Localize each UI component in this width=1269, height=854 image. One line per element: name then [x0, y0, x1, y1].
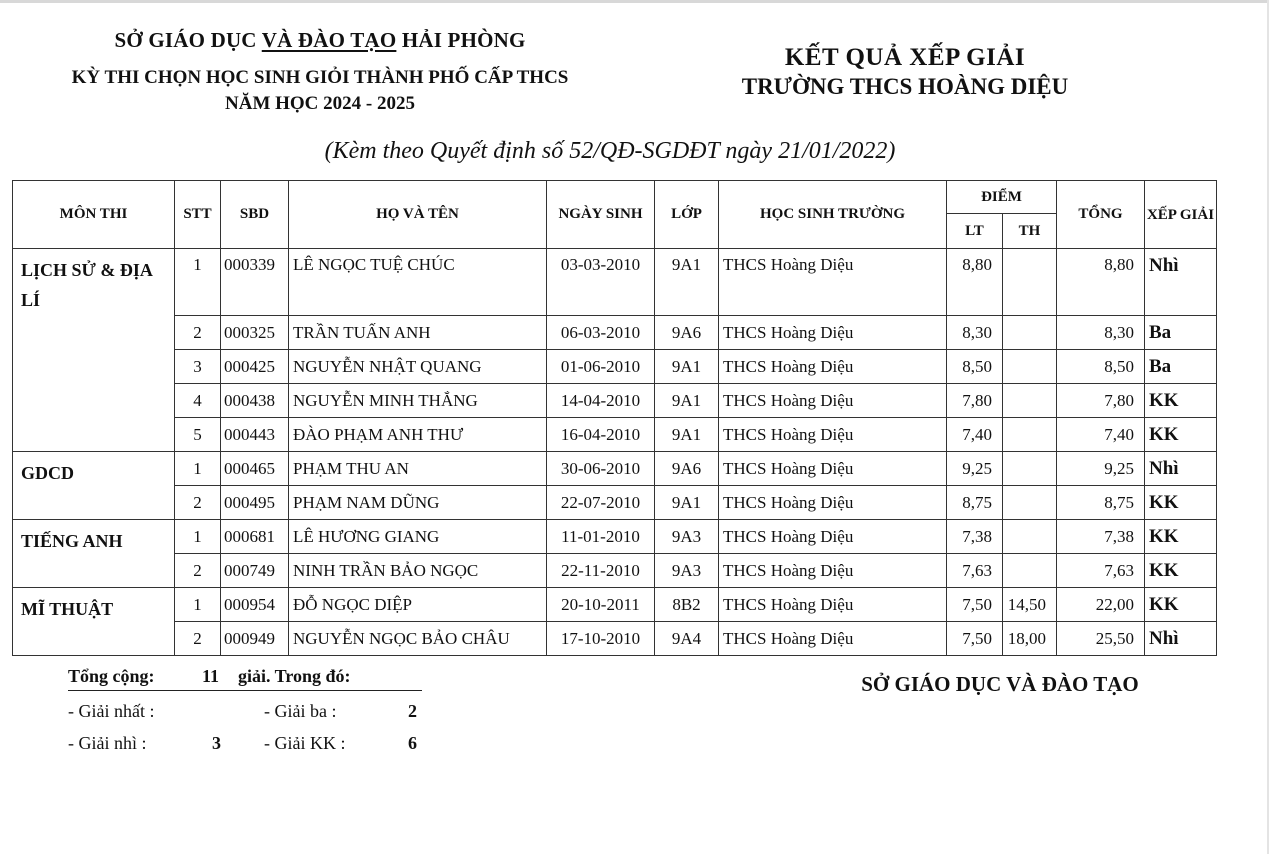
school-title: TRƯỜNG THCS HOÀNG DIỆU — [741, 74, 1069, 99]
third-prize-value: 2 — [408, 701, 417, 721]
cell-sbd: 000495 — [221, 486, 289, 520]
table-row — [13, 384, 1217, 418]
col-stt: STT — [175, 181, 221, 249]
school-year: NĂM HỌC 2024 - 2025 — [225, 93, 415, 114]
cell-subject: LỊCH SỬ & ĐỊA LÍ — [13, 249, 175, 452]
col-th: TH — [1003, 214, 1057, 249]
cell-dob: 11-01-2010 — [547, 520, 655, 554]
cell-name: NGUYỄN NGỌC BẢO CHÂU — [289, 622, 547, 656]
cell-total: 8,80 — [1057, 249, 1145, 316]
cell-class: 9A1 — [655, 350, 719, 384]
cell-stt: 5 — [175, 418, 221, 452]
cell-lt: 8,30 — [947, 316, 1003, 350]
cell-stt: 2 — [175, 486, 221, 520]
cell-prize: KK — [1145, 520, 1217, 554]
col-sbd: SBD — [221, 181, 289, 249]
cell-school: THCS Hoàng Diệu — [719, 622, 947, 656]
cell-sbd: 000438 — [221, 384, 289, 418]
table-row — [13, 350, 1217, 384]
cell-stt: 2 — [175, 554, 221, 588]
cell-stt: 1 — [175, 249, 221, 316]
cell-subject: GDCD — [13, 452, 175, 520]
cell-total: 22,00 — [1057, 588, 1145, 622]
cell-sbd: 000443 — [221, 418, 289, 452]
cell-sbd: 000465 — [221, 452, 289, 486]
cell-dob: 30-06-2010 — [547, 452, 655, 486]
cell-th — [1003, 452, 1057, 486]
cell-lt: 7,80 — [947, 384, 1003, 418]
summary-row-1 — [68, 701, 422, 731]
cell-dob: 14-04-2010 — [547, 384, 655, 418]
cell-th: 14,50 — [1003, 588, 1057, 622]
cell-dob: 17-10-2010 — [547, 622, 655, 656]
cell-lt: 8,80 — [947, 249, 1003, 316]
cell-th — [1003, 486, 1057, 520]
cell-class: 9A6 — [655, 452, 719, 486]
cell-total: 25,50 — [1057, 622, 1145, 656]
issuer-header — [20, 28, 620, 115]
cell-th — [1003, 554, 1057, 588]
cell-lt: 7,50 — [947, 588, 1003, 622]
cell-stt: 3 — [175, 350, 221, 384]
cell-sbd: 000749 — [221, 554, 289, 588]
cell-prize: KK — [1145, 588, 1217, 622]
table-row — [13, 486, 1217, 520]
cell-th — [1003, 350, 1057, 384]
cell-class: 9A6 — [655, 316, 719, 350]
third-prize-label: - Giải ba : — [264, 701, 337, 721]
cell-sbd: 000325 — [221, 316, 289, 350]
first-prize-label: - Giải nhất : — [68, 701, 155, 721]
cell-dob: 22-07-2010 — [547, 486, 655, 520]
cell-school: THCS Hoàng Diệu — [719, 418, 947, 452]
cell-sbd: 000954 — [221, 588, 289, 622]
cell-lt: 8,75 — [947, 486, 1003, 520]
cell-school: THCS Hoàng Diệu — [719, 316, 947, 350]
cell-name: NINH TRẦN BẢO NGỌC — [289, 554, 547, 588]
cell-dob: 01-06-2010 — [547, 350, 655, 384]
cell-class: 9A1 — [655, 418, 719, 452]
cell-th: 18,00 — [1003, 622, 1057, 656]
cell-total: 8,75 — [1057, 486, 1145, 520]
cell-name: NGUYỄN NHẬT QUANG — [289, 350, 547, 384]
cell-name: NGUYỄN MINH THẮNG — [289, 384, 547, 418]
cell-total: 8,50 — [1057, 350, 1145, 384]
second-prize-label: - Giải nhì : — [68, 733, 147, 753]
result-title: KẾT QUẢ XẾP GIẢI — [784, 44, 1026, 71]
second-prize-value: 3 — [212, 733, 221, 753]
cell-name: PHẠM NAM DŨNG — [289, 486, 547, 520]
document-title — [700, 44, 1110, 100]
kk-prize-value: 6 — [408, 733, 417, 753]
cell-prize: KK — [1145, 384, 1217, 418]
col-total: TỔNG — [1057, 181, 1145, 249]
table-row — [13, 520, 1217, 554]
cell-class: 9A3 — [655, 520, 719, 554]
cell-school: THCS Hoàng Diệu — [719, 452, 947, 486]
table-row — [13, 418, 1217, 452]
cell-class: 9A4 — [655, 622, 719, 656]
cell-sbd: 000339 — [221, 249, 289, 316]
cell-total: 9,25 — [1057, 452, 1145, 486]
cell-lt: 7,40 — [947, 418, 1003, 452]
results-table — [12, 180, 1217, 656]
cell-class: 9A1 — [655, 486, 719, 520]
col-name: HỌ VÀ TÊN — [289, 181, 547, 249]
cell-stt: 1 — [175, 520, 221, 554]
kk-prize-label: - Giải KK : — [264, 733, 346, 753]
col-prize: XẾP GIẢI — [1145, 181, 1217, 249]
cell-dob: 22-11-2010 — [547, 554, 655, 588]
cell-total: 7,38 — [1057, 520, 1145, 554]
signature-block: SỞ GIÁO DỤC VÀ ĐÀO TẠO — [861, 672, 1139, 696]
cell-sbd: 000949 — [221, 622, 289, 656]
cell-prize: Ba — [1145, 316, 1217, 350]
table-row — [13, 554, 1217, 588]
col-class: LỚP — [655, 181, 719, 249]
cell-school: THCS Hoàng Diệu — [719, 384, 947, 418]
cell-lt: 8,50 — [947, 350, 1003, 384]
col-score: ĐIỂM — [947, 181, 1057, 214]
prize-summary — [68, 666, 422, 763]
cell-total: 7,63 — [1057, 554, 1145, 588]
cell-school: THCS Hoàng Diệu — [719, 350, 947, 384]
cell-prize: Nhì — [1145, 452, 1217, 486]
col-subject: MÔN THI — [13, 181, 175, 249]
cell-school: THCS Hoàng Diệu — [719, 588, 947, 622]
cell-name: ĐỖ NGỌC DIỆP — [289, 588, 547, 622]
cell-class: 9A1 — [655, 249, 719, 316]
cell-name: LÊ HƯƠNG GIANG — [289, 520, 547, 554]
cell-th — [1003, 520, 1057, 554]
cell-subject: TIẾNG ANH — [13, 520, 175, 588]
cell-school: THCS Hoàng Diệu — [719, 520, 947, 554]
cell-lt: 7,38 — [947, 520, 1003, 554]
cell-dob: 03-03-2010 — [547, 249, 655, 316]
cell-th — [1003, 418, 1057, 452]
cell-sbd: 000425 — [221, 350, 289, 384]
table-row — [13, 452, 1217, 486]
cell-name: PHẠM THU AN — [289, 452, 547, 486]
cell-stt: 4 — [175, 384, 221, 418]
cell-total: 7,40 — [1057, 418, 1145, 452]
table-row — [13, 588, 1217, 622]
cell-stt: 2 — [175, 622, 221, 656]
cell-dob: 06-03-2010 — [547, 316, 655, 350]
cell-prize: KK — [1145, 418, 1217, 452]
cell-lt: 9,25 — [947, 452, 1003, 486]
table-row — [13, 249, 1217, 316]
department-name: SỞ GIÁO DỤC VÀ ĐÀO TẠO HẢI PHÒNG — [114, 28, 526, 52]
cell-school: THCS Hoàng Diệu — [719, 249, 947, 316]
cell-lt: 7,63 — [947, 554, 1003, 588]
cell-name: ĐÀO PHẠM ANH THƯ — [289, 418, 547, 452]
col-school: HỌC SINH TRƯỜNG — [719, 181, 947, 249]
cell-total: 8,30 — [1057, 316, 1145, 350]
cell-prize: Nhì — [1145, 249, 1217, 316]
results-body — [13, 249, 1217, 656]
page-top-edge — [0, 0, 1269, 3]
summary-total: Tổng cộng: 11 giải. Trong đó: — [68, 666, 422, 691]
cell-stt: 2 — [175, 316, 221, 350]
decision-note: (Kèm theo Quyết định số 52/QĐ-SGDĐT ngày 21/01/2022) — [324, 138, 896, 164]
cell-stt: 1 — [175, 588, 221, 622]
cell-name: LÊ NGỌC TUỆ CHÚC — [289, 249, 547, 316]
cell-total: 7,80 — [1057, 384, 1145, 418]
cell-lt: 7,50 — [947, 622, 1003, 656]
cell-th — [1003, 384, 1057, 418]
col-dob: NGÀY SINH — [547, 181, 655, 249]
cell-prize: KK — [1145, 486, 1217, 520]
cell-class: 9A1 — [655, 384, 719, 418]
col-lt: LT — [947, 214, 1003, 249]
cell-school: THCS Hoàng Diệu — [719, 554, 947, 588]
cell-dob: 16-04-2010 — [547, 418, 655, 452]
cell-name: TRẦN TUẤN ANH — [289, 316, 547, 350]
table-row — [13, 316, 1217, 350]
cell-stt: 1 — [175, 452, 221, 486]
cell-sbd: 000681 — [221, 520, 289, 554]
cell-class: 8B2 — [655, 588, 719, 622]
table-row — [13, 622, 1217, 656]
cell-class: 9A3 — [655, 554, 719, 588]
summary-row-2 — [68, 733, 422, 763]
cell-prize: Nhì — [1145, 622, 1217, 656]
cell-prize: KK — [1145, 554, 1217, 588]
cell-school: THCS Hoàng Diệu — [719, 486, 947, 520]
exam-name: KỲ THI CHỌN HỌC SINH GIỎI THÀNH PHỐ CẤP THCS — [71, 67, 569, 88]
cell-th — [1003, 249, 1057, 316]
cell-th — [1003, 316, 1057, 350]
cell-prize: Ba — [1145, 350, 1217, 384]
cell-subject: MĨ THUẬT — [13, 588, 175, 656]
cell-dob: 20-10-2011 — [547, 588, 655, 622]
